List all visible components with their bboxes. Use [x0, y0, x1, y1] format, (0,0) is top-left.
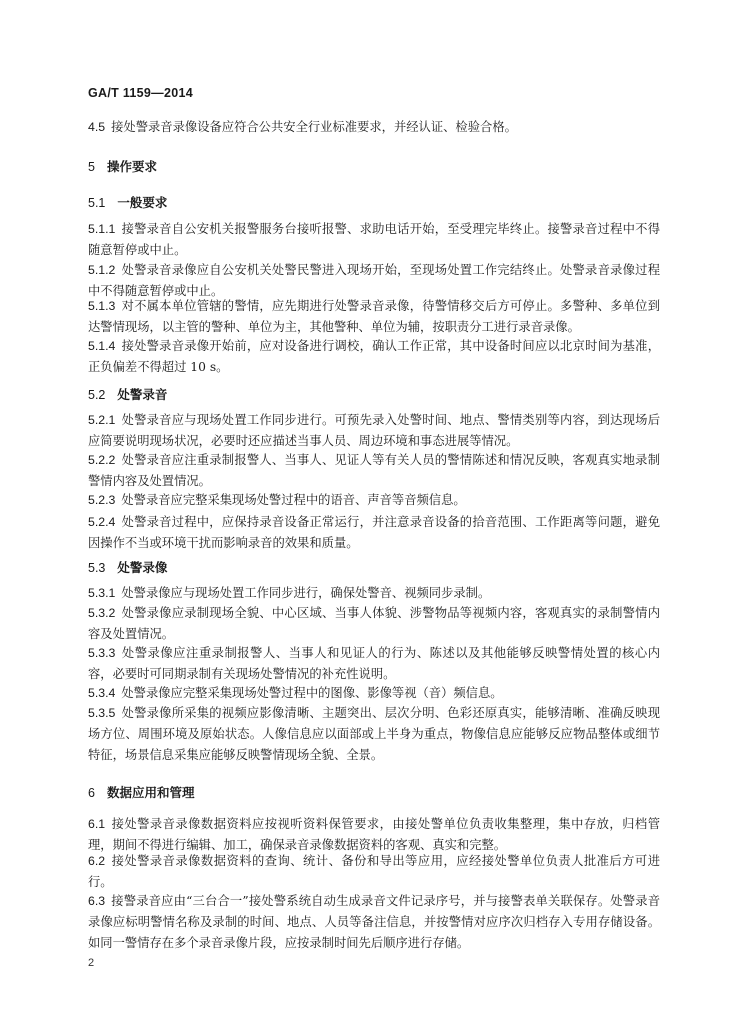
- heading-number: 5.1: [88, 196, 106, 210]
- section-heading-5: [88, 157, 157, 175]
- clause-text: 接处警录音录像设备应符合公共安全行业标准要求，并经认证、检验合格。: [111, 120, 517, 134]
- clause-5-3-2: [88, 603, 660, 645]
- clause-5-3-4: [88, 683, 660, 704]
- clause-text: 处警录像应与现场处置工作同步进行，确保处警音、视频同步录制。: [121, 586, 491, 600]
- clause-number: 5.2.2: [88, 453, 116, 467]
- clause-text: 处警录音录像应自公安机关处警民警进入现场开始，至现场处置工作完结终止。处警录音录像过程中不得随意暂停或中止。: [88, 263, 660, 298]
- clause-text: 接警录音自公安机关报警服务台接听报警、求助电话开始，至受理完毕终止。接警录音过程中不得随意暂停或中止。: [88, 222, 660, 257]
- clause-6-2: [88, 851, 660, 893]
- clause-number: 5.3.5: [88, 706, 116, 720]
- clause-number: 5.3.3: [88, 646, 116, 660]
- clause-text: 对不属本单位管辖的警情，应先期进行处警录音录像，待警情移交后方可停止。多警种、多单位到达警情现场，以主管的警种、单位为主，其他警种、单位为辅，按职责分工进行录音录像。: [88, 299, 660, 334]
- heading-number: 6: [88, 786, 95, 800]
- clause-text: 处警录像应录制现场全貌、中心区域、当事人体貌、涉警物品等视频内容，客观真实的录制警情内容及处置情况。: [88, 606, 660, 641]
- heading-number: 5.2: [88, 388, 106, 402]
- clause-5-3-3: [88, 643, 660, 685]
- heading-title: 操作要求: [106, 159, 157, 174]
- standard-code-header: GA/T 1159—2014: [88, 86, 193, 100]
- clause-text: 接处警录音录像数据资料应按视听资料保管要求，由接处警单位负责收集整理，集中存放，归档管理，期间不得进行编辑、加工，确保录音录像数据资料的客观、真实和完整。: [88, 817, 660, 852]
- clause-number: 4.5: [88, 120, 106, 134]
- clause-number: 5.1.1: [88, 222, 116, 236]
- clause-5-1-1: [88, 219, 660, 261]
- clause-number: 5.1.4: [88, 339, 116, 353]
- heading-number: 5.3: [88, 561, 106, 575]
- heading-number: 5: [88, 160, 95, 174]
- clause-5-1-4: [88, 336, 660, 378]
- clause-number: 5.3.1: [88, 586, 116, 600]
- clause-number: 6.2: [88, 854, 106, 868]
- clause-6-1: [88, 814, 660, 856]
- clause-text: 接处警录音录像开始前，应对设备进行调校，确认工作正常，其中设备时间应以北京时间为基准，正负偏差不得超过 10 s。: [88, 339, 660, 374]
- clause-number: 5.3.2: [88, 606, 116, 620]
- section-heading-5-3: [88, 558, 167, 576]
- clause-text: 处警录音应注重录制报警人、当事人、见证人等有关人员的警情陈述和情况反映，客观真实地录制警情内容及处置情况。: [88, 453, 660, 488]
- clause-text: 处警录像所采集的视频应影像清晰、主题突出、层次分明、色彩还原真实，能够清晰、准确反映现场方位、周围环境及原始状态。人像信息应以面部或上半身为重点，物像信息应能够反应物品整体或细节特征，场景信息采集应能够反映警情现场全貌、全景。: [88, 706, 660, 762]
- clause-text: 处警录音过程中，应保持录音设备正常运行，并注意录音设备的拾音范围、工作距离等问题，避免因操作不当或环境干扰而影响录音的效果和质量。: [88, 515, 660, 550]
- section-heading-5-1: [88, 193, 167, 211]
- clause-5-2-2: [88, 450, 660, 492]
- clause-5-1-3: [88, 296, 660, 338]
- clause-5-3-5: [88, 703, 660, 766]
- heading-title: 一般要求: [117, 195, 168, 210]
- page-number: 2: [88, 957, 95, 969]
- clause-5-2-1: [88, 410, 660, 452]
- clause-4-5: [88, 117, 660, 138]
- clause-number: 5.1.3: [88, 299, 116, 313]
- clause-5-3-1: [88, 583, 660, 604]
- clause-text: 处警录音应与现场处置工作同步进行。可预先录入处警时间、地点、警情类别等内容，到达现场后应简要说明现场状况，必要时还应描述当事人员、周边环境和事态进展等情况。: [88, 413, 660, 448]
- clause-number: 5.2.4: [88, 515, 116, 529]
- heading-title: 处警录音: [117, 387, 168, 402]
- clause-6-3: [88, 891, 660, 954]
- section-heading-6: [88, 783, 194, 801]
- clause-number: 5.3.4: [88, 686, 116, 700]
- clause-number: 5.2.1: [88, 413, 116, 427]
- clause-5-2-3: [88, 490, 660, 511]
- clause-text: 接处警录音录像数据资料的查询、统计、备份和导出等应用，应经接处警单位负责人批准后方可进行。: [88, 854, 660, 889]
- clause-text: 处警录像应注重录制报警人、当事人和见证人的行为、陈述以及其他能够反映警情处置的核心内容，必要时可同期录制有关现场处警情况的补充性说明。: [88, 646, 660, 681]
- clause-number: 6.1: [88, 817, 106, 831]
- heading-title: 数据应用和管理: [106, 785, 195, 800]
- clause-number: 5.2.3: [88, 493, 116, 507]
- section-heading-5-2: [88, 385, 167, 403]
- clause-text: 处警录像应完整采集现场处警过程中的图像、影像等视（音）频信息。: [121, 686, 503, 700]
- clause-5-2-4: [88, 512, 660, 554]
- heading-title: 处警录像: [117, 560, 168, 575]
- clause-number: 5.1.2: [88, 263, 116, 277]
- clause-number: 6.3: [88, 894, 106, 908]
- clause-text: 接警录音应由“三台合一”接处警系统自动生成录音文件记录序号，并与接警表单关联保存。处警录音录像应标明警情名称及录制的时间、地点、人员等备注信息，并按警情对应序次归档存入专用存储设备。如同一警情存在多个录音录像片段，应按录制时间先后顺序进行存储。: [88, 894, 660, 950]
- clause-text: 处警录音应完整采集现场处警过程中的语音、声音等音频信息。: [121, 493, 466, 507]
